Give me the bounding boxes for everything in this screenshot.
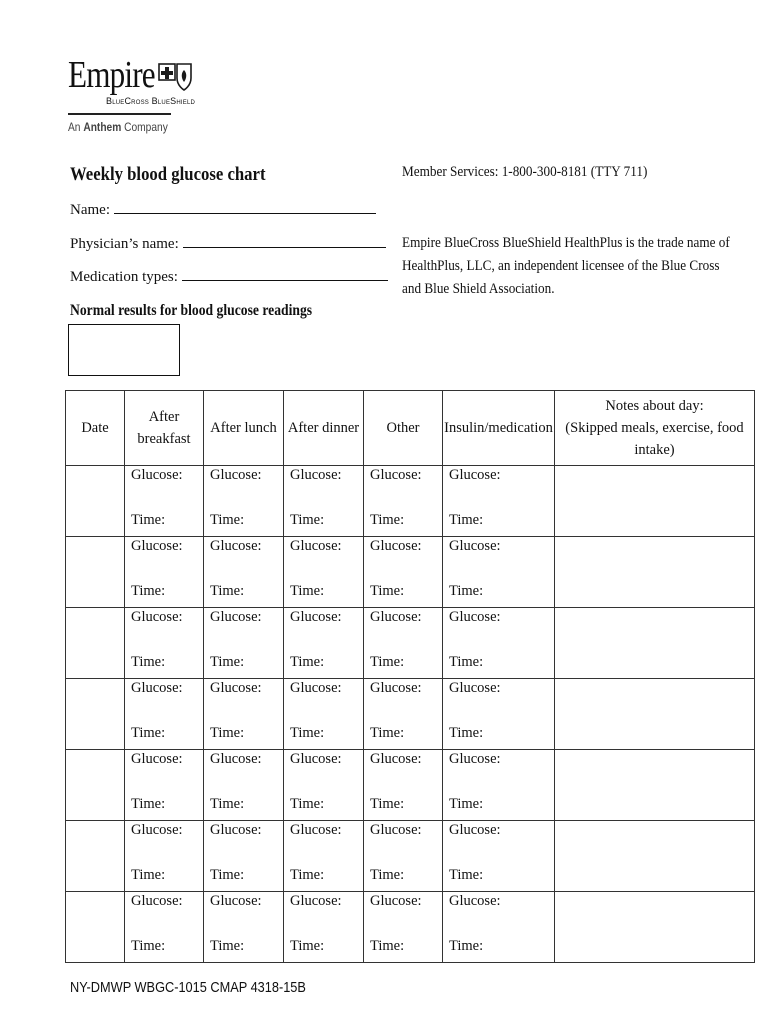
glucose-label: Glucose: bbox=[131, 751, 183, 767]
after-lunch-cell-content bbox=[204, 750, 283, 820]
col-after-breakfast bbox=[125, 391, 204, 466]
after-lunch-cell[interactable] bbox=[204, 608, 284, 679]
notes-cell[interactable] bbox=[555, 679, 755, 750]
notes-cell[interactable] bbox=[555, 821, 755, 892]
after-breakfast-cell-content bbox=[125, 679, 203, 749]
insulin-cell-content bbox=[443, 679, 554, 749]
col-after-lunch: After lunch bbox=[204, 391, 284, 466]
after-lunch-cell[interactable] bbox=[204, 892, 284, 963]
time-label: Time: bbox=[290, 938, 325, 954]
insulin-cell-content bbox=[443, 892, 554, 962]
after-dinner-cell-content bbox=[284, 821, 363, 891]
notice-line-2: HealthPlus, LLC, an independent licensee of the Blue Cross bbox=[402, 258, 720, 274]
cross-shield-icon bbox=[158, 60, 192, 96]
after-lunch-cell-content bbox=[204, 679, 283, 749]
insulin-cell[interactable] bbox=[443, 466, 555, 537]
after-dinner-cell[interactable] bbox=[284, 750, 364, 821]
glucose-label: Glucose: bbox=[370, 609, 422, 625]
date-cell[interactable] bbox=[66, 892, 125, 963]
after-dinner-cell-content bbox=[284, 466, 363, 536]
glucose-label: Glucose: bbox=[210, 538, 262, 554]
glucose-label: Glucose: bbox=[131, 609, 183, 625]
after-breakfast-cell[interactable] bbox=[125, 892, 204, 963]
logo-wordmark: Empire bbox=[68, 54, 155, 96]
logo-divider bbox=[68, 113, 171, 115]
time-label: Time: bbox=[210, 725, 245, 741]
time-label: Time: bbox=[131, 654, 166, 670]
anthem-tagline bbox=[68, 120, 168, 134]
anthem-suffix: Company bbox=[124, 120, 168, 134]
medication-label: Medication types: bbox=[70, 269, 178, 285]
time-label: Time: bbox=[449, 867, 484, 883]
glucose-label: Glucose: bbox=[290, 680, 342, 696]
insulin-cell[interactable] bbox=[443, 608, 555, 679]
glucose-label: Glucose: bbox=[370, 467, 422, 483]
after-breakfast-cell[interactable] bbox=[125, 679, 204, 750]
glucose-label: Glucose: bbox=[290, 467, 342, 483]
after-breakfast-cell-content bbox=[125, 892, 203, 962]
time-label: Time: bbox=[131, 725, 166, 741]
glucose-label: Glucose: bbox=[210, 822, 262, 838]
table-row bbox=[66, 821, 755, 892]
normal-results-box[interactable] bbox=[68, 324, 180, 376]
col-notes bbox=[555, 391, 755, 466]
glucose-label: Glucose: bbox=[449, 822, 501, 838]
other-cell[interactable] bbox=[364, 821, 443, 892]
page-title: Weekly blood glucose chart bbox=[70, 164, 266, 185]
insulin-cell[interactable] bbox=[443, 537, 555, 608]
time-label: Time: bbox=[131, 796, 166, 812]
after-lunch-cell-content bbox=[204, 892, 283, 962]
glucose-label: Glucose: bbox=[449, 751, 501, 767]
glucose-label: Glucose: bbox=[131, 467, 183, 483]
table-row bbox=[66, 892, 755, 963]
after-breakfast-cell-content bbox=[125, 466, 203, 536]
glucose-label: Glucose: bbox=[370, 751, 422, 767]
glucose-label: Glucose: bbox=[131, 680, 183, 696]
time-label: Time: bbox=[290, 654, 325, 670]
table-row bbox=[66, 750, 755, 821]
insulin-cell-content bbox=[443, 466, 554, 536]
other-cell[interactable] bbox=[364, 750, 443, 821]
member-services: Member Services: 1-800-300-8181 (TTY 711) bbox=[402, 164, 648, 180]
time-label: Time: bbox=[370, 583, 405, 599]
after-dinner-cell-content bbox=[284, 679, 363, 749]
glucose-label: Glucose: bbox=[449, 467, 501, 483]
after-lunch-cell[interactable] bbox=[204, 537, 284, 608]
notes-cell[interactable] bbox=[555, 537, 755, 608]
after-breakfast-cell[interactable] bbox=[125, 608, 204, 679]
glucose-label: Glucose: bbox=[449, 893, 501, 909]
notes-cell[interactable] bbox=[555, 466, 755, 537]
time-label: Time: bbox=[290, 796, 325, 812]
time-label: Time: bbox=[449, 796, 484, 812]
glucose-label: Glucose: bbox=[370, 680, 422, 696]
anthem-brand: Anthem bbox=[83, 120, 122, 134]
other-cell-content bbox=[364, 679, 442, 749]
time-label: Time: bbox=[290, 867, 325, 883]
table-row bbox=[66, 679, 755, 750]
after-lunch-cell[interactable] bbox=[204, 466, 284, 537]
after-breakfast-cell-content bbox=[125, 750, 203, 820]
after-lunch-cell-content bbox=[204, 537, 283, 607]
glucose-label: Glucose: bbox=[290, 893, 342, 909]
other-cell[interactable] bbox=[364, 679, 443, 750]
time-label: Time: bbox=[290, 583, 325, 599]
other-cell[interactable] bbox=[364, 608, 443, 679]
insulin-cell[interactable] bbox=[443, 750, 555, 821]
time-label: Time: bbox=[370, 796, 405, 812]
insulin-cell[interactable] bbox=[443, 679, 555, 750]
after-lunch-cell[interactable] bbox=[204, 679, 284, 750]
other-cell-content bbox=[364, 821, 442, 891]
glucose-label: Glucose: bbox=[131, 893, 183, 909]
after-lunch-cell-content bbox=[204, 608, 283, 678]
glucose-label: Glucose: bbox=[210, 680, 262, 696]
after-breakfast-cell-content bbox=[125, 537, 203, 607]
glucose-label: Glucose: bbox=[210, 467, 262, 483]
after-dinner-cell-content bbox=[284, 608, 363, 678]
time-label: Time: bbox=[449, 512, 484, 528]
col-notes-line3: intake) bbox=[634, 442, 675, 458]
logo-tagline: BlueCross BlueShield bbox=[106, 96, 196, 106]
time-label: Time: bbox=[370, 725, 405, 741]
glucose-label: Glucose: bbox=[290, 822, 342, 838]
other-cell-content bbox=[364, 750, 442, 820]
glucose-label: Glucose: bbox=[131, 538, 183, 554]
name-label: Name: bbox=[70, 202, 110, 218]
col-date: Date bbox=[66, 391, 125, 466]
table-header-row bbox=[66, 391, 755, 466]
date-cell[interactable] bbox=[66, 821, 125, 892]
time-label: Time: bbox=[449, 654, 484, 670]
date-cell[interactable] bbox=[66, 608, 125, 679]
time-label: Time: bbox=[210, 654, 245, 670]
notice-line-3: and Blue Shield Association. bbox=[402, 281, 555, 297]
time-label: Time: bbox=[290, 725, 325, 741]
after-dinner-cell[interactable] bbox=[284, 466, 364, 537]
physician-label: Physician’s name: bbox=[70, 236, 179, 252]
time-label: Time: bbox=[131, 512, 166, 528]
time-label: Time: bbox=[290, 512, 325, 528]
time-label: Time: bbox=[131, 938, 166, 954]
table-row bbox=[66, 466, 755, 537]
after-dinner-cell[interactable] bbox=[284, 608, 364, 679]
glucose-label: Glucose: bbox=[210, 893, 262, 909]
after-dinner-cell[interactable] bbox=[284, 892, 364, 963]
physician-line[interactable] bbox=[183, 235, 386, 248]
glucose-label: Glucose: bbox=[290, 538, 342, 554]
after-dinner-cell-content bbox=[284, 750, 363, 820]
insulin-cell-content bbox=[443, 750, 554, 820]
after-breakfast-cell-content bbox=[125, 608, 203, 678]
glucose-label: Glucose: bbox=[131, 822, 183, 838]
table-row bbox=[66, 608, 755, 679]
insulin-cell-content bbox=[443, 608, 554, 678]
medication-line[interactable] bbox=[182, 268, 388, 281]
table-row bbox=[66, 537, 755, 608]
licensee-notice bbox=[402, 232, 730, 301]
time-label: Time: bbox=[370, 512, 405, 528]
other-cell[interactable] bbox=[364, 537, 443, 608]
time-label: Time: bbox=[131, 583, 166, 599]
notice-line-1: Empire BlueCross BlueShield HealthPlus is the trade name of bbox=[402, 235, 730, 251]
other-cell-content bbox=[364, 892, 442, 962]
col-other: Other bbox=[364, 391, 443, 466]
glucose-label: Glucose: bbox=[210, 609, 262, 625]
time-label: Time: bbox=[210, 938, 245, 954]
time-label: Time: bbox=[210, 512, 245, 528]
time-label: Time: bbox=[210, 796, 245, 812]
glucose-label: Glucose: bbox=[210, 751, 262, 767]
time-label: Time: bbox=[449, 583, 484, 599]
notes-cell[interactable] bbox=[555, 608, 755, 679]
after-breakfast-cell[interactable] bbox=[125, 466, 204, 537]
date-cell[interactable] bbox=[66, 750, 125, 821]
time-label: Time: bbox=[449, 938, 484, 954]
date-cell[interactable] bbox=[66, 537, 125, 608]
after-lunch-cell[interactable] bbox=[204, 750, 284, 821]
normal-results-heading: Normal results for blood glucose readings bbox=[70, 302, 313, 319]
after-dinner-cell[interactable] bbox=[284, 537, 364, 608]
physician-field[interactable] bbox=[70, 235, 386, 253]
time-label: Time: bbox=[370, 867, 405, 883]
col-after-breakfast-line1: After bbox=[148, 409, 180, 425]
glucose-label: Glucose: bbox=[370, 822, 422, 838]
other-cell-content bbox=[364, 537, 442, 607]
anthem-prefix: An bbox=[68, 120, 81, 134]
glucose-label: Glucose: bbox=[370, 538, 422, 554]
col-notes-line2: (Skipped meals, exercise, food bbox=[565, 420, 744, 436]
other-cell[interactable] bbox=[364, 892, 443, 963]
after-breakfast-cell-content bbox=[125, 821, 203, 891]
glucose-label: Glucose: bbox=[370, 893, 422, 909]
form-code: NY-DMWP WBGC-1015 CMAP 4318-15B bbox=[70, 980, 306, 996]
name-field[interactable] bbox=[70, 201, 376, 219]
glucose-label: Glucose: bbox=[449, 609, 501, 625]
medication-field[interactable] bbox=[70, 268, 388, 286]
col-notes-line1: Notes about day: bbox=[605, 398, 704, 414]
after-breakfast-cell[interactable] bbox=[125, 537, 204, 608]
notes-cell[interactable] bbox=[555, 750, 755, 821]
glucose-log-table bbox=[65, 390, 755, 963]
insulin-cell-content bbox=[443, 537, 554, 607]
empire-logo bbox=[68, 52, 196, 142]
name-line[interactable] bbox=[114, 201, 376, 214]
time-label: Time: bbox=[370, 654, 405, 670]
after-dinner-cell-content bbox=[284, 537, 363, 607]
glucose-label: Glucose: bbox=[290, 751, 342, 767]
after-lunch-cell[interactable] bbox=[204, 821, 284, 892]
glucose-label: Glucose: bbox=[449, 538, 501, 554]
other-cell-content bbox=[364, 466, 442, 536]
time-label: Time: bbox=[449, 725, 484, 741]
time-label: Time: bbox=[370, 938, 405, 954]
after-breakfast-cell[interactable] bbox=[125, 750, 204, 821]
col-after-dinner: After dinner bbox=[284, 391, 364, 466]
after-lunch-cell-content bbox=[204, 466, 283, 536]
glucose-label: Glucose: bbox=[449, 680, 501, 696]
other-cell[interactable] bbox=[364, 466, 443, 537]
date-cell[interactable] bbox=[66, 466, 125, 537]
col-after-breakfast-line2: breakfast bbox=[137, 431, 191, 447]
after-breakfast-cell[interactable] bbox=[125, 821, 204, 892]
insulin-cell[interactable] bbox=[443, 892, 555, 963]
other-cell-content bbox=[364, 608, 442, 678]
insulin-cell[interactable] bbox=[443, 821, 555, 892]
time-label: Time: bbox=[210, 583, 245, 599]
after-dinner-cell-content bbox=[284, 892, 363, 962]
glucose-label: Glucose: bbox=[290, 609, 342, 625]
date-cell[interactable] bbox=[66, 679, 125, 750]
col-insulin: Insulin/medication bbox=[443, 391, 555, 466]
notes-cell[interactable] bbox=[555, 892, 755, 963]
after-dinner-cell[interactable] bbox=[284, 821, 364, 892]
after-dinner-cell[interactable] bbox=[284, 679, 364, 750]
time-label: Time: bbox=[210, 867, 245, 883]
after-lunch-cell-content bbox=[204, 821, 283, 891]
insulin-cell-content bbox=[443, 821, 554, 891]
time-label: Time: bbox=[131, 867, 166, 883]
